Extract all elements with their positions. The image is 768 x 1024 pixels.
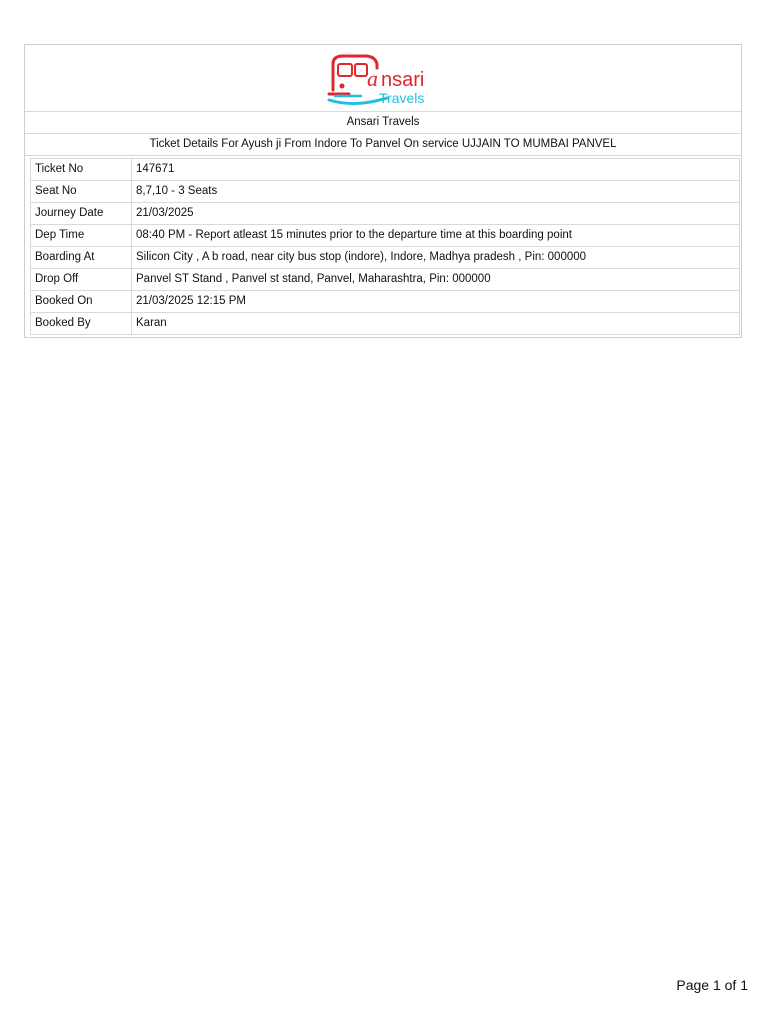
logo-brand-initial: a	[367, 66, 378, 91]
table-row	[31, 159, 740, 181]
bus-logo-icon	[325, 50, 449, 108]
ticket-container	[24, 44, 742, 338]
detail-value: Silicon City , A b road, near city bus stop (indore), Indore, Madhya pradesh , Pin: 000000	[132, 247, 740, 269]
detail-label: Drop Off	[31, 269, 132, 291]
ticket-heading: Ticket Details For Ayush ji From Indore To Panvel On service UJJAIN TO MUMBAI PANVEL	[25, 134, 741, 156]
detail-value: 21/03/2025	[132, 203, 740, 225]
detail-label: Boarding At	[31, 247, 132, 269]
detail-value: 8,7,10 - 3 Seats	[132, 181, 740, 203]
detail-label: Seat No	[31, 181, 132, 203]
detail-value: 08:40 PM - Report atleast 15 minutes prior to the departure time at this boarding point	[132, 225, 740, 247]
logo-brand-word: nsari	[381, 69, 425, 91]
detail-label: Journey Date	[31, 203, 132, 225]
detail-label: Dep Time	[31, 225, 132, 247]
detail-value: 147671	[132, 159, 740, 181]
detail-label: Booked By	[31, 313, 132, 335]
table-row	[31, 269, 740, 291]
logo-header	[25, 45, 741, 112]
detail-label: Ticket No	[31, 159, 132, 181]
detail-value: Karan	[132, 313, 740, 335]
logo-tagline: Travels	[379, 90, 425, 106]
company-name: Ansari Travels	[25, 111, 741, 134]
table-row	[31, 313, 740, 335]
detail-label: Booked On	[31, 291, 132, 313]
table-row	[31, 203, 740, 225]
table-row	[31, 247, 740, 269]
table-row	[31, 225, 740, 247]
ticket-details-table	[30, 158, 740, 335]
table-row	[31, 291, 740, 313]
table-row	[31, 181, 740, 203]
detail-value: Panvel ST Stand , Panvel st stand, Panvel, Maharashtra, Pin: 000000	[132, 269, 740, 291]
page-number: Page 1 of 1	[676, 977, 748, 993]
detail-value: 21/03/2025 12:15 PM	[132, 291, 740, 313]
